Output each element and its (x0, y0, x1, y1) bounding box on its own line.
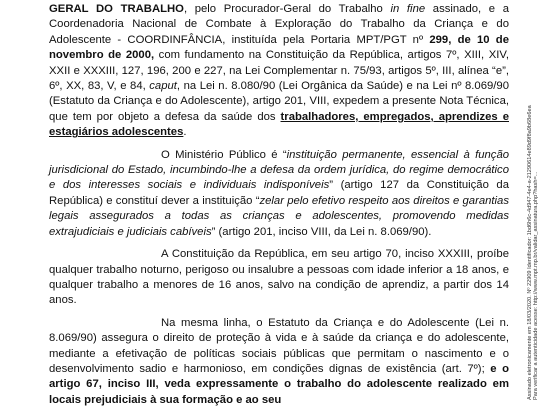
text-run: O Ministério Público é “ (161, 148, 287, 161)
text-run: . (183, 126, 187, 139)
paragraph-constituicao: A Constituição da República, em seu artigo 70, inciso XXXIII, proíbe qualquer trabalho noturno, perigoso ou insalubre a pessoas com idade inferior a 18 anos, e qualquer trabalho a menores de 16 anos, salvo na condição de aprendiz, a partir dos 14 anos. (49, 248, 509, 307)
text-run: , pelo Procurador-Geral do Trabalho (183, 3, 391, 15)
side-signature-stamp (527, 0, 538, 400)
text-run: Na mesma linha, o Estatuto da Criança e do Adolescente (Lei n. 8.069/90) assegura o direito de proteção à vida e à saúde da criança e do adolescente, mediante a efetivação de políticas sociais públicas que permitam o nascimento e o desenvolvimento sadio e harmonioso, em condições dignas de existência (art. 7º); (49, 316, 509, 375)
bold-text: e o artigo 67, inciso III, veda expressamente o trabalho do adolescente realizado em locais prejudiciais à sua formação e ao seu (49, 362, 509, 406)
text-run: , na Lei n. 8.080/90 (Lei Orgânica da Saúde) e na Lei nº 8.069/90 (Estatuto da Criança e do Adolescente), artigo 201, VIII, expedem a presente Nota Técnica, que tem por objeto a defesa da saúde dos (49, 80, 509, 123)
paragraph-gap (49, 240, 509, 247)
text-run: ” (artigo 201, inciso VIII, da Lei n. 8.069/90). (211, 225, 432, 238)
text-run: assinado, e a Coordenadoria Nacional de Combate à Exploração do Trabalho da Criança e do Adolescente - COORDINFÂNCIA, instituída pela Portaria MPT/PGT nº (49, 3, 509, 46)
italic-text: caput (149, 80, 177, 93)
text-run: com fundamento na Constituição da República, artigos 7º, XIII, XIV, XXII e XXXIII, 127, 196, 200 e 227, na Lei Complementar n. 75/93, artigos 5º, III, alínea “e”, 6º, XX, 83, V, e 84, (49, 49, 509, 93)
document-body (49, 2, 509, 408)
stamp-line-2: Para verificar a autenticidade acesse: http://www.mpt.mp.br/validar_assinatura.php?hash=... (533, 171, 539, 400)
paragraph-ministerio (49, 148, 509, 240)
underlined-text: trabalhadores, empregados, aprendizes e estagiários adolescentes (49, 110, 509, 139)
bold-text: GERAL DO TRABALHO (49, 3, 184, 15)
paragraph-gap (49, 309, 509, 316)
paragraph-estatuto (49, 316, 509, 408)
stamp-line-1: Assinado eletronicamente em 18/03/2020. Nº 22909 Identificador: 1bd6h6c-4d947-4e4-a-21290614e89d9f8a9b68e6ea (527, 105, 533, 400)
paragraph-intro (49, 2, 509, 141)
italic-text: zelar pelo efetivo respeito aos direitos e garantias legais assegurados a todas as crianças e adolescentes, promovendo medidas extrajudiciais e judiciais cabíveis (49, 194, 509, 238)
paragraph-gap (49, 141, 509, 148)
italic-text: instituição permanente, essencial à função jurisdicional do Estado, incumbindo-lhe a defesa da ordem jurídica, do regime democrático e dos interesses sociais e individuais indisponíveis (49, 148, 510, 192)
italic-text: in fine (390, 3, 426, 15)
text-run: ” (artigo 127 da Constituição da República) e constituí dever a instituição “ (49, 179, 509, 207)
bold-text: 299, de 10 de novembro de 2000, (49, 33, 509, 62)
